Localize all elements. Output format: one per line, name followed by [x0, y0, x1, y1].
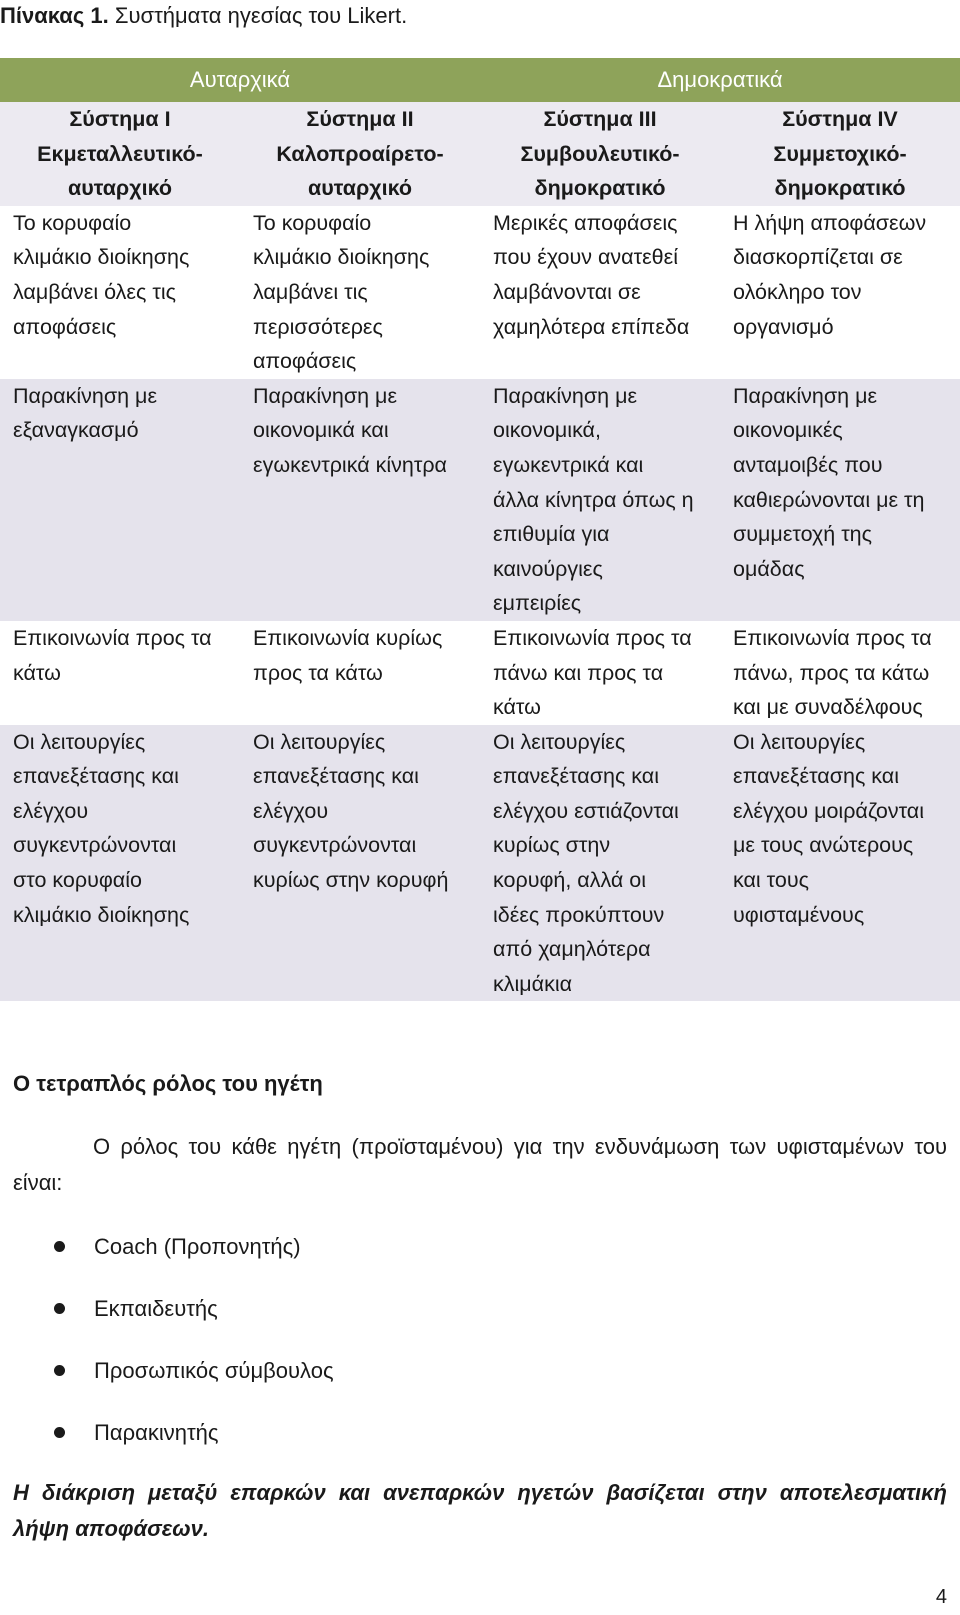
cell-line: επανεξέτασης και: [253, 764, 419, 789]
cell-line: ελέγχου μοιράζονται: [733, 798, 925, 823]
cell-line: χαμηλότερα επίπεδα: [493, 314, 690, 339]
role-coach: Coach (Προπονητής): [94, 1234, 301, 1259]
list-item: [0, 1416, 334, 1478]
cell-line: Επικοινωνία προς τα: [13, 625, 212, 650]
cell-line: ιδέες προκύπτουν: [493, 902, 665, 927]
cell-line: Μερικές αποφάσεις: [493, 210, 678, 235]
table-caption: [0, 2, 407, 30]
cell-line: αυταρχικό: [67, 176, 172, 201]
cell-line: Παρακίνηση με: [733, 383, 878, 408]
cell-line: πάνω και προς τα: [493, 660, 664, 685]
intro-paragraph: Ο ρόλος του κάθε ηγέτη (προϊσταμένου) για την ενδυνάμωση των υφισταμένων του είναι:: [13, 1134, 947, 1195]
role-motivator: Παρακινητής: [94, 1420, 219, 1445]
group-autocratic: Αυταρχικά: [0, 58, 480, 102]
cell-line: Οι λειτουργίες: [253, 729, 386, 754]
table-row: [0, 621, 960, 725]
cell-line: Σύστημα II: [306, 107, 414, 131]
list-item: [0, 1354, 334, 1416]
role-advisor: Προσωπικός σύμβουλος: [94, 1358, 334, 1383]
cell-line: ανταμοιβές που: [733, 452, 883, 477]
bullet-icon: [54, 1241, 65, 1252]
row3-cell-3: [480, 621, 720, 725]
cell-line: δημοκρατικό: [534, 176, 666, 201]
row1-cell-3: [480, 206, 720, 379]
cell-line: άλλα κίνητρα όπως η: [493, 487, 694, 512]
group-democratic: Δημοκρατικά: [480, 58, 960, 102]
cell-line: κορυφή, αλλά οι: [493, 868, 647, 893]
cell-line: εξαναγκασμό: [13, 418, 139, 443]
cell-line: ελέγχου εστιάζονται: [493, 798, 679, 823]
cell-line: και τους: [733, 868, 809, 893]
list-item: [0, 1230, 334, 1292]
cell-line: συμμετοχή της: [733, 522, 872, 547]
cell-line: ολόκληρο τον: [733, 279, 862, 304]
leader-roles-list: [0, 1230, 334, 1478]
cell-line: επιθυμία για: [493, 522, 610, 547]
system-header-3: [480, 102, 720, 206]
cell-line: και με συναδέλφους: [733, 695, 923, 720]
conclusion-text: Η διάκριση μεταξύ επαρκών και ανεπαρκών ηγετών βασίζεται στην αποτελεσματική λήψη αποφάσεων.: [13, 1480, 947, 1541]
caption-text: Συστήματα ηγεσίας του Likert.: [114, 3, 408, 28]
row4-cell-2: [240, 725, 480, 1002]
cell-line: δημοκρατικό: [774, 176, 906, 201]
cell-line: που έχουν ανατεθεί: [493, 245, 678, 270]
table-row: [0, 206, 960, 379]
bullet-icon: [54, 1365, 65, 1376]
list-item: [0, 1292, 334, 1354]
cell-line: στο κορυφαίο: [13, 868, 142, 893]
cell-line: Το κορυφαίο: [13, 210, 132, 235]
cell-line: κάτω: [493, 695, 541, 720]
cell-line: περισσότερες: [253, 314, 383, 339]
cell-line: από χαμηλότερα: [493, 937, 651, 962]
cell-line: κλιμάκιο διοίκησης: [253, 245, 430, 270]
caption-label: Πίνακας 1.: [0, 3, 109, 28]
cell-line: συγκεντρώνονται: [253, 833, 417, 858]
cell-line: Σύστημα I: [69, 107, 171, 131]
cell-line: ομάδας: [733, 556, 805, 581]
cell-line: Οι λειτουργίες: [733, 729, 866, 754]
cell-line: αποφάσεις: [13, 314, 117, 339]
page-number: 4: [935, 1586, 947, 1608]
cell-line: Επικοινωνία προς τα: [493, 625, 692, 650]
cell-line: κλιμάκια: [493, 971, 573, 996]
cell-line: Παρακίνηση με: [493, 383, 638, 408]
cell-line: Σύστημα III: [543, 107, 657, 131]
system-header-2: [240, 102, 480, 206]
row2-cell-2: [240, 379, 480, 621]
cell-line: Επικοινωνία κυρίως: [253, 625, 443, 650]
group-header-row: [0, 58, 960, 102]
cell-line: λαμβάνονται σε: [493, 279, 641, 304]
cell-line: προς τα κάτω: [253, 660, 383, 685]
cell-line: κάτω: [13, 660, 61, 685]
row3-cell-4: [720, 621, 960, 725]
row3-cell-2: [240, 621, 480, 725]
cell-line: Οι λειτουργίες: [493, 729, 626, 754]
section-heading: Ο τετραπλός ρόλος του ηγέτη: [13, 1071, 323, 1096]
row1-cell-2: [240, 206, 480, 379]
cell-line: κλιμάκιο διοίκησης: [13, 245, 190, 270]
cell-line: κυρίως στην κορυφή: [253, 868, 449, 893]
cell-line: ελέγχου: [253, 798, 329, 823]
row2-cell-4: [720, 379, 960, 621]
cell-line: Συμβουλευτικό-: [520, 141, 680, 166]
cell-line: Συμμετοχικό-: [773, 141, 907, 166]
cell-line: κυρίως στην: [493, 833, 611, 858]
cell-line: διασκορπίζεται σε: [733, 245, 903, 270]
cell-line: Επικοινωνία προς τα: [733, 625, 932, 650]
cell-line: εγωκεντρικά και: [493, 452, 644, 477]
row4-cell-3: [480, 725, 720, 1002]
cell-line: εμπειρίες: [493, 591, 582, 616]
cell-line: πάνω, προς τα κάτω: [733, 660, 930, 685]
cell-line: συγκεντρώνονται: [13, 833, 177, 858]
bullet-icon: [54, 1303, 65, 1314]
cell-line: λαμβάνει τις: [253, 279, 368, 304]
cell-line: αυταρχικό: [308, 176, 413, 201]
row3-cell-1: [0, 621, 240, 725]
system-header-4: [720, 102, 960, 206]
cell-line: Οι λειτουργίες: [13, 729, 146, 754]
cell-line: οικονομικές: [733, 418, 843, 443]
cell-line: Καλοπροαίρετο-: [276, 141, 444, 166]
cell-line: οικονομικά και: [253, 418, 389, 443]
cell-line: καθιερώνονται με τη: [733, 487, 925, 512]
cell-line: Η λήψη αποφάσεων: [733, 210, 927, 235]
cell-line: καινούργιες: [493, 556, 603, 581]
cell-line: υφισταμένους: [733, 902, 865, 927]
cell-line: ελέγχου: [13, 798, 89, 823]
row2-cell-1: [0, 379, 240, 621]
cell-line: Εκμεταλλευτικό-: [37, 141, 203, 166]
system-header-row: [0, 102, 960, 206]
table-row: [0, 725, 960, 1002]
row1-cell-4: [720, 206, 960, 379]
cell-line: επανεξέτασης και: [493, 764, 659, 789]
row1-cell-1: [0, 206, 240, 379]
cell-line: με τους ανώτερους: [733, 833, 914, 858]
cell-line: Παρακίνηση με: [13, 383, 158, 408]
likert-systems-table: [0, 58, 960, 1001]
role-trainer: Εκπαιδευτής: [94, 1296, 218, 1321]
row4-cell-1: [0, 725, 240, 1002]
bullet-icon: [54, 1427, 65, 1438]
cell-line: εγωκεντρικά κίνητρα: [253, 452, 447, 477]
system-header-1: [0, 102, 240, 206]
cell-line: λαμβάνει όλες τις: [13, 279, 176, 304]
cell-line: επανεξέτασης και: [733, 764, 899, 789]
cell-line: οργανισμό: [733, 314, 834, 339]
table-row: [0, 379, 960, 621]
row2-cell-3: [480, 379, 720, 621]
cell-line: επανεξέτασης και: [13, 764, 179, 789]
cell-line: Παρακίνηση με: [253, 383, 398, 408]
cell-line: οικονομικά,: [493, 418, 601, 443]
row4-cell-4: [720, 725, 960, 1002]
cell-line: αποφάσεις: [253, 349, 357, 374]
cell-line: κλιμάκιο διοίκησης: [13, 902, 190, 927]
cell-line: Το κορυφαίο: [253, 210, 372, 235]
cell-line: Σύστημα IV: [782, 107, 898, 131]
